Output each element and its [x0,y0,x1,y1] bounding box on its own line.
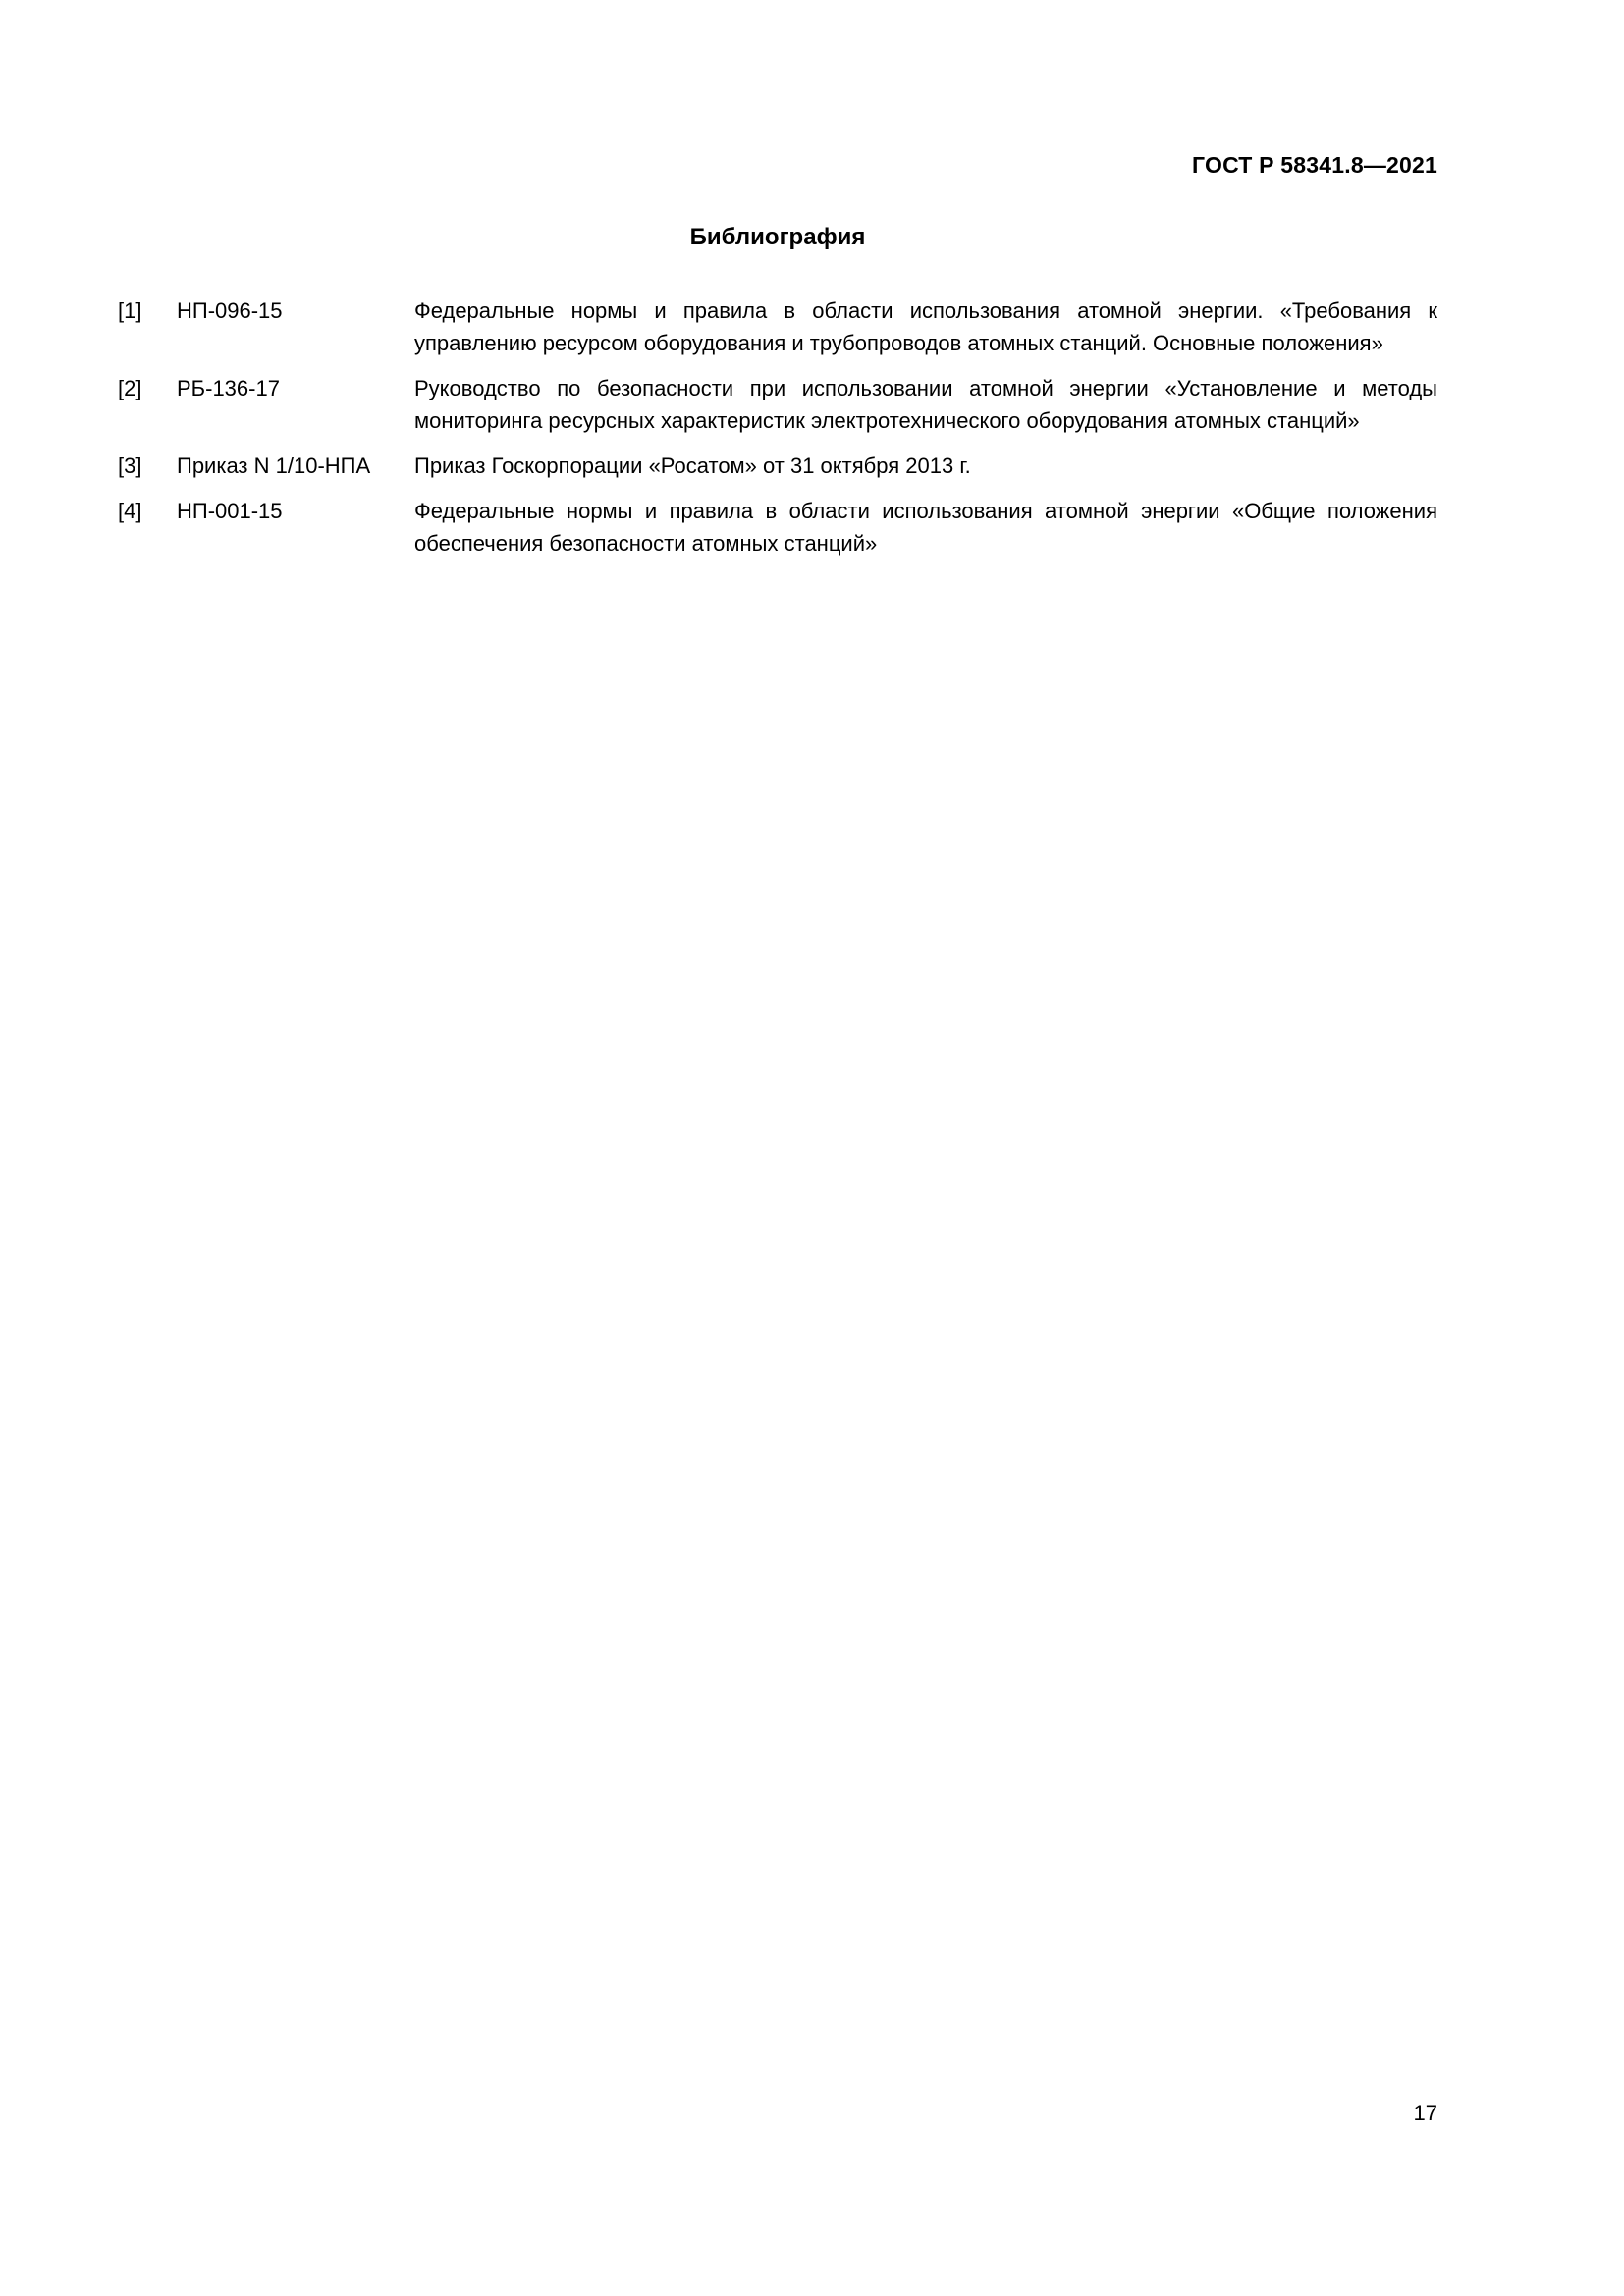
bibliography-entry [118,294,1437,359]
entry-document-code: Приказ N 1/10-НПА [177,454,371,478]
entry-ref-number: [2] [118,376,142,400]
document-standard-number: ГОСТ Р 58341.8—2021 [1192,152,1437,178]
section-title: Библиография [689,224,866,250]
entry-description: Федеральные нормы и правила в области использования атомной энергии «Общие положения обеспечения безопасности атомных станций» [414,499,1437,556]
bibliography-entry [118,372,1437,437]
page-number: 17 [1413,2101,1437,2125]
entry-ref-number: [4] [118,499,142,523]
entry-description: Руководство по безопасности при использовании атомной энергии «Установление и методы мониторинга ресурсных характеристик электротехнического оборудования атомных станций» [414,376,1437,433]
entry-ref-number: [3] [118,454,142,478]
entry-ref-number: [1] [118,298,142,323]
entry-document-code: НП-096-15 [177,298,283,323]
entry-description: Федеральные нормы и правила в области использования атомной энергии. «Требования к управлению ресурсом оборудования и трубопроводов атомных станций. Основные положения» [414,298,1437,355]
entry-document-code: НП-001-15 [177,499,283,523]
entry-description: Приказ Госкорпорации «Росатом» от 31 октября 2013 г. [414,454,971,478]
bibliography-entry [118,450,1437,482]
bibliography-entry [118,495,1437,560]
bibliography-list [118,294,1437,572]
entry-document-code: РБ-136-17 [177,376,280,400]
